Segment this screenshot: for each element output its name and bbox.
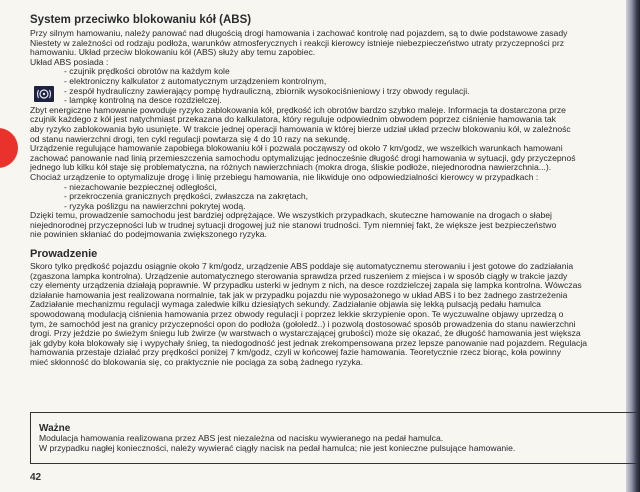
text-line: zachować panowanie nad linią przemieszczenia samochodu optymalizując jednocześnie długość drogi hamowania w sytuacji, gdy przyczepnoś [30,152,576,163]
text-line: Przy silnym hamowaniu, należy panować nad długością drogi hamowania i zachować kontrolę nad pojazdem, są to dwie podstawowe zasady [30,28,568,38]
text-line: niejednorodnej przyczepności lub w trudnej sytuacji drogowej już nie stanowi trudności. Tym niemniej fakt, że większe jest bezpieczeństwo [30,219,557,230]
text-line: Skoro tylko prędkość pojazdu osiągnie około 7 km/godz, urządzenie ABS poddaje się automatycznemu sterowaniu i jest gotowe do zadziałania [30,261,574,272]
component-item: - elektroniczny kalkulator z automatycznym urządzeniem kontrolnym, [64,75,327,86]
text-line: jak gdyby koła blokowały się i wypychały śnieg, ta niedogodność jest jednak zrekompensowana przez lepsze panowanie nad pojazdem. Regulacja [30,337,588,348]
note-title: Ważne [39,423,71,434]
note-line: W przypadku nagłej konieczności, należy wywierać ciągły nacisk na pedał hamulca; nie jest konieczne pulsujące hamowanie. [39,442,516,453]
page-number: 42 [30,472,42,483]
note-line: Modulacja hamowania realizowana przez ABS jest niezależna od nacisku wywieranego na pedał hamulca. [39,433,444,443]
text-line: czujnik każdego z kół jest natychmiast przekazana do kalkulatora, który reguluje odpowiednim obwodem poprzez ciśnienie hamowania tak [30,114,556,125]
text-line: Urządzenie regulujące hamowanie zapobiega blokowaniu kół i pozwala począwszy od około 7 km/godz, we wszelkich warunkach hamowani [30,143,563,154]
text-line: hamowania przestaje działać przy prędkości poniżej 7 km/godz, czyli w końcowej fazie hamowania. Teoretycznie rzecz biorąc, koła powinny [30,347,561,358]
text-line: Zadziałanie mechanizmu regulacji wymaga zaledwie kilku dziesiątych sekundy. Zadziałanie objawia się lekką pulsacją pedału hamulca [30,299,541,310]
case-item: - przekroczenia granicznych prędkości, zwłaszcza na zakrętach, [64,191,309,202]
text-line: od stanu nawierzchni drogi, ten cykl regulacji powtarza się 4 do 10 razy na sekundę. [30,133,351,144]
text-line: nie powinien skłaniać do podejmowania zwiększonego ryzyka. [30,229,267,240]
text-line: drogi. Przy jeździe po świeżym śniegu lub żwirze (w warstwach o wystarczającej grubości) może się okazać, że długość hamowania jest większa [30,328,581,339]
text-line: spowodowaną modulacją ciśnienia hamowania przez obwody regulacji i poprzez lekkie skrzypienie opon. Te wyczuwalne objawy uprzedzą o [30,309,564,320]
text-line: czy elementy urządzenia działają poprawnie. W przypadku usterki w jednym z nich, na desce rozdzielczej zapala się lampka kontrolna. Wówczas [30,280,582,291]
text-line: Zbyt energiczne hamowanie powoduje ryzyko zablokowania kół, prędkość ich obrotów bardzo szybko maleje. Informacja ta dostarczona prze [30,104,566,115]
case-item: - niezachowanie bezpiecznej odległości, [64,181,217,192]
text-line: Układ ABS posiada : [30,56,109,67]
text-line: działanie hamowania jest realizowana normalnie, tak jak w przypadku pojazdu nie wyposażonego w układ ABS i to bez żadnego zastrzeżenia [30,289,568,300]
text-line: mieć skłonność do blokowania się, co praktycznie nie pociąga za sobą żadnego ryzyka. [30,357,363,367]
section-tab-marker [0,128,18,168]
text-line: (zgaszona lampka kontrolna). Urządzenie automatycznego sterowania sprawdza przed ruszeniem z miejsca i w sposób ciągły w trakcie jazdy [30,270,568,281]
text-line: Dzięki temu, prowadzenie samochodu jest bardziej odprężające. We wszystkich przypadkach, skuteczne hamowanie na drogach o słabej [30,210,552,221]
text-line: jednego lub kilku kół staje się problematyczna, na różnych nawierzchniach (mokra droga, śliskie podłoże, niejednorodna nawierzchnia...). [30,162,552,173]
text-line: Chociaż urządzenie to optymalizuje drogę i linię przebiegu hamowania, nie likwiduje ono odpowiedzialności kierowcy w przypadkach : [30,171,539,182]
document-body [30,14,630,368]
case-item: - ryzyka poślizgu na nawierzchni pokrytej wodą. [64,200,246,211]
component-item: - zespół hydrauliczny zawierający pompę hydrauliczną, zbiornik wysokociśnieniowy i trzy obwody regulacji. [64,85,470,96]
component-item: - lampkę kontrolną na desce rozdzielczej. [64,95,222,106]
text-line: Niestety w zależności od rodzaju podłoża, warunków atmosferycznych i reakcji kierowcy istnieje niebezpieczeństwo utraty przyczepności prz [30,37,564,48]
component-item: - czujnik prędkości obrotów na każdym kole [64,66,230,77]
section-title-abs: System przeciwko blokowaniu kół (ABS) [30,14,252,26]
important-note-box [30,412,637,464]
text-line: aby ryzyko zablokowania było usunięte. W trakcie jednej operacji hamowania w której bierze udział układ przeciw blokowaniu kół, w zależnośc [30,123,571,134]
section-title-driving: Prowadzenie [30,248,98,261]
text-line: hamowaniu. Układ przeciw blokowaniu kół (ABS) służy aby temu zapobiec. [30,47,316,58]
text-line: tym, że samochód jest na granicy przyczepności opon do podłoża (gołoledź..) i pozwolą dostosować sposób prowadzenia do stanu nawierzchni [30,318,576,329]
